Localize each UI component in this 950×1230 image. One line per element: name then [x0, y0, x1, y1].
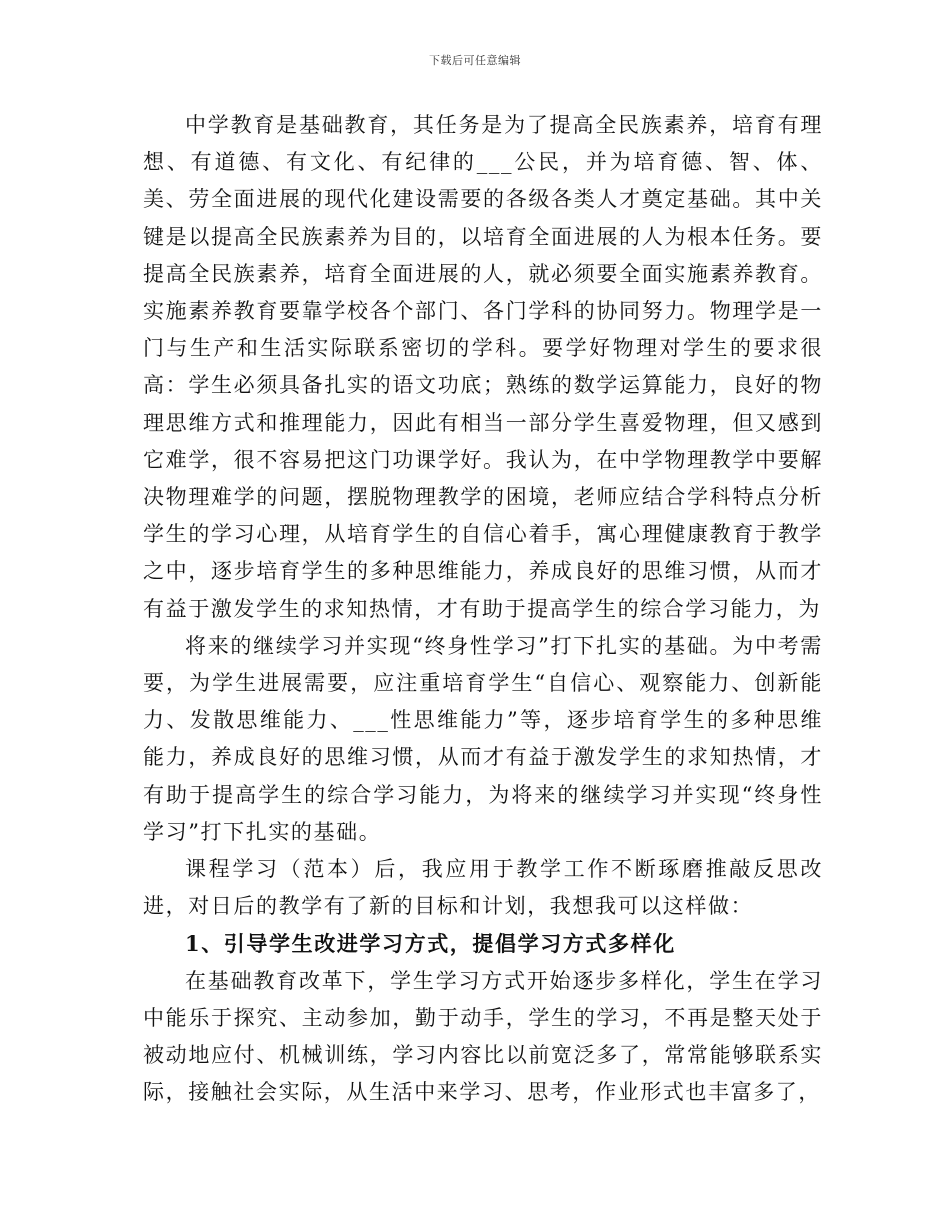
paragraph-intro: 中学教育是基础教育，其任务是为了提高全民族素养，培育有理想、有道德、有文化、有纪律的___公民，并为培育德、智、体、美、劳全面进展的现代化建设需要的各级各类人才奠定基础。其中关键是以提高全民族素养为目的，以培育全面进展的人为根本任务。要提高全民族素养，培育全面进展的人，就必须要全面实施素养教育。实施素养教育要靠学校各个部门、各门学科的协同努力。物理学是一门与生产和生活实际联系密切的学科。要学好物理对学生的要求很高：学生必须具备扎实的语文功底；熟练的数学运算能力，良好的物理思维方式和推理能力，因此有相当一部分学生喜爱物理，但又感到它难学，很不容易把这门功课学好。我认为，在中学物理教学中要解决物理难学的问题，摆脱物理教学的困境，老师应结合学科特点分析学生的学习心理，从培育学生的自信心着手，寓心理健康教育于教学之中，逐步培育学生的多种思维能力，养成良好的思维习惯，从而才有益于激发学生的求知热情，才有助于提高学生的综合学习能力，为	[143, 113, 823, 621]
section-heading: 1、引导学生改进学习方式，提倡学习方式多样化	[185, 931, 676, 957]
document-body	[143, 107, 823, 1111]
page-header: 下载后可任意编辑	[429, 54, 521, 67]
paragraph-course-reflection: 课程学习（范本）后，我应用于教学工作不断琢磨推敲反思改进，对日后的教学有了新的目标和计划，我想我可以这样做：	[143, 857, 823, 919]
paragraph-learning-methods: 在基础教育改革下，学生学习方式开始逐步多样化，学生在学习中能乐于探究、主动参加，勤于动手，学生的学习，不再是整天处于被动地应付、机械训练，学习内容比以前宽泛多了，常常能够联系实际，接触社会实际，从生活中来学习、思考，作业形式也丰富多了，	[143, 968, 823, 1105]
paragraph-exam-needs: 将来的继续学习并实现“终身性学习”打下扎实的基础。为中考需要，为学生进展需要，应注重培育学生“自信心、观察能力、创新能力、发散思维能力、___性思维能力”等，逐步培育学生的多种思维能力，养成良好的思维习惯，从而才有益于激发学生的求知热情，才有助于提高学生的综合学习能力，为将来的继续学习并实现“终身性学习”打下扎实的基础。	[143, 633, 823, 844]
